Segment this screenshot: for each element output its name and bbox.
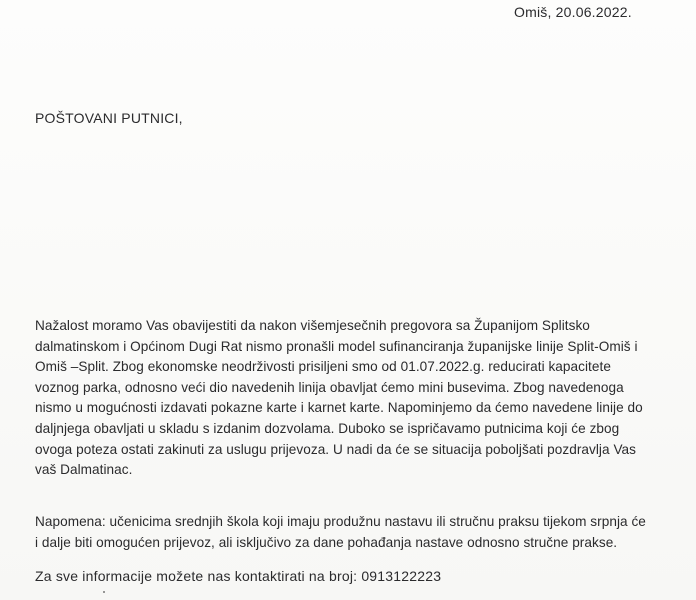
paragraph-line: vaš Dalmatinac. <box>35 462 133 478</box>
paragraph-line: voznog parka, odnosno veći dio navedenih linija obavljat ćemo mini busevima. Zbog navedenoga <box>35 379 624 395</box>
paragraph-line: Nažalost moramo Vas obavijestiti da nakon višemjesečnih pregovora sa Županijom Splitsko <box>35 318 590 333</box>
scan-speck <box>103 591 105 593</box>
note-paragraph <box>35 512 695 553</box>
salutation: POŠTOVANI PUTNICI, <box>35 110 183 126</box>
note-line: Napomena: učenicima srednjih škola koji imaju produžnu nastavu ili stručnu praksu tijekom srpnja će <box>35 514 646 529</box>
letter-date: Omiš, 20.06.2022. <box>514 4 632 20</box>
paragraph-line: dalmatinskom i Općinom Dugi Rat nismo pronašli model sufinanciranja županijske linije Split-Omiš i <box>35 338 638 354</box>
paragraph-line: nismo u mogućnosti izdavati pokazne karte i karnet karte. Napominjemo da ćemo navedene linije do <box>35 400 643 416</box>
note-line: i dalje biti omogućen prijevoz, ali isključivo za dane pohađanja nastave odnosno stručne prakse. <box>35 534 618 550</box>
paragraph-line: Omiš –Split. Zbog ekonomske neodrživosti prisiljeni smo od 01.07.2022.g. reducirati kapacitete <box>35 359 611 375</box>
paragraph-line: daljnjega obavljati u skladu s izdanim dozvolama. Duboko se ispričavamo putnicima koji će zbog <box>35 420 620 436</box>
paragraph-line: ovoga poteza ostati zakinuti za uslugu prijevoza. U nadi da će se situacija poboljšati pozdravlja Vas <box>35 441 637 457</box>
main-paragraph <box>35 316 695 481</box>
contact-line: Za sve informacije možete nas kontaktirati na broj: 0913122223 <box>35 568 442 584</box>
